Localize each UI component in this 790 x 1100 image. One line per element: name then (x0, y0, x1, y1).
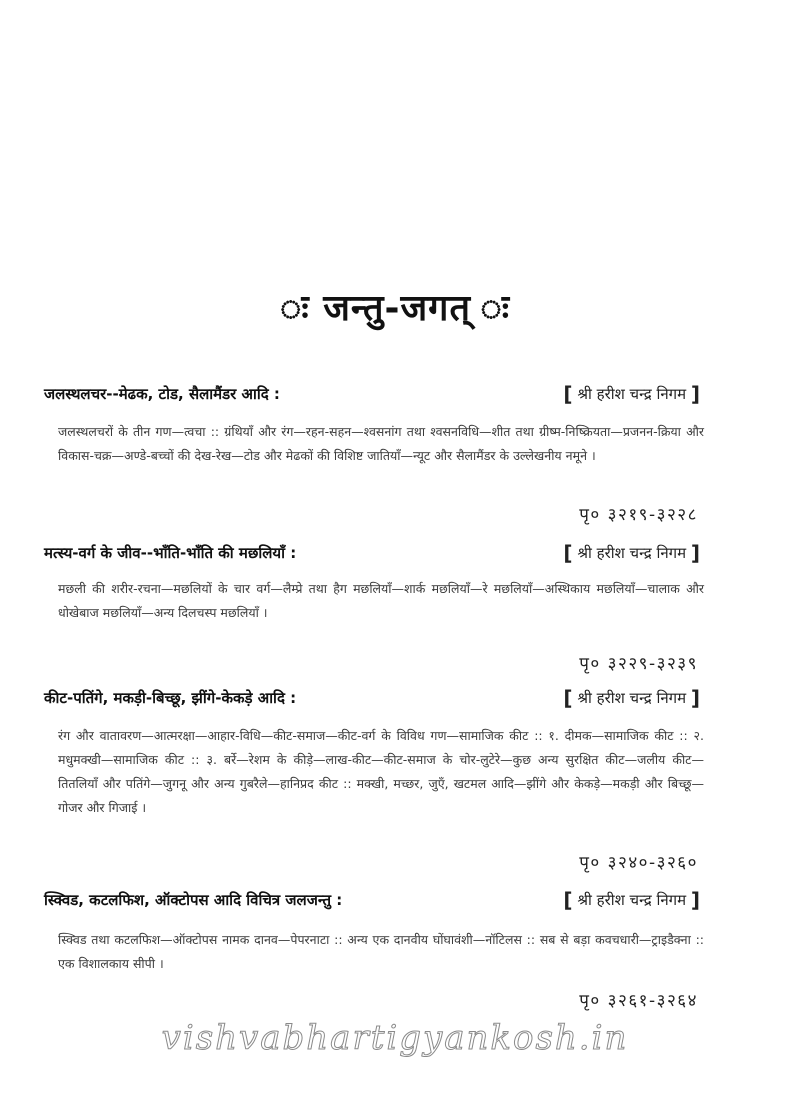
author-name: श्री हरीश चन्द्र निगम (577, 385, 687, 403)
entry-title: मत्स्य-वर्ग के जीव--भाँति-भाँति की मछलियाँ : (44, 544, 297, 562)
author-name: श्री हरीश चन्द्र निगम (577, 544, 687, 562)
entry-author: [ श्री हरीश चन्द्र निगम ] (563, 382, 700, 406)
entry-description: मछली की शरीर-रचना—मछलियों के चार वर्ग—लैम्प्रे तथा हैग मछलियाँ—शार्क मछलियाँ—रे मछलियाँ—अस्थिकाय मछलियाँ—चालाक और धोखेबाज मछलियाँ—अन्य दिलचस्प मछलियाँ । (58, 581, 704, 620)
entry-author: [ श्री हरीश चन्द्र निगम ] (563, 541, 700, 565)
entry-description: रंग और वातावरण—आत्मरक्षा—आहार-विधि—कीट-समाज—कीट-वर्ग के विविध गण—सामाजिक कीट :: १. दीमक—सामाजिक कीट :: २. मधुमक्खी—सामाजिक कीट :: ३. बर्रे—रेशम के कीड़े—लाख-कीट—कीट-समाज के चोर-लुटेरे—कुछ अन्य सुरक्षित कीट—जलीय कीट—तितलियाँ और पतिंगे—जुगनू और अन्य गुबरैले—हानिप्रद कीट :: मक्खी, मच्छर, जुएँ, खटमल आदि—झींगे और केकड़े—मकड़ी और बिच्छू—गोजर और गिजाई । (58, 728, 704, 815)
section-title: ः जन्तु-जगत् ः (280, 288, 510, 329)
entry-author: [ श्री हरीश चन्द्र निगम ] (563, 888, 700, 912)
entry-header (44, 541, 700, 571)
entry-title: जलस्थलचर--मेढक, टोड, सैलामैंडर आदि : (44, 385, 280, 403)
entry-description: स्क्विड तथा कटलफिश—ऑक्टोपस नामक दानव—पेपरनाटा :: अन्य एक दानवीय घोंघावंशी—नॉटिलस :: सब से बड़ा कवचधारी—ट्राइडैक्ना :: एक विशालकाय सीपी । (58, 932, 704, 971)
entry-header (44, 382, 700, 412)
entry-header (44, 686, 700, 716)
entry-title: कीट-पतिंगे, मकड़ी-बिच्छू, झींगे-केकड़े आदि : (44, 689, 297, 707)
entry-page-range: पृ० ३२१९-३२२८ (579, 505, 698, 525)
watermark: vishvabhartigyankosh.in (161, 1018, 629, 1058)
entry-page-range: पृ० ३२२९-३२३९ (579, 654, 698, 674)
entry-description: जलस्थलचरों के तीन गण—त्वचा :: ग्रंथियाँ और रंग—रहन-सहन—श्वसनांग तथा श्वसनविधि—शीत तथा ग्रीष्म-निष्क्रियता—प्रजनन-क्रिया और विकास-चक्र—अण्डे-बच्चों की देख-रेख—टोड और मेढकों की विशिष्ट जातियाँ—न्यूट और सैलामैंडर के उल्लेखनीय नमूने । (58, 424, 704, 463)
entry-author: [ श्री हरीश चन्द्र निगम ] (563, 686, 700, 710)
entry-page-range: पृ० ३२६१-३२६४ (579, 991, 698, 1011)
entry-page-range: पृ० ३२४०-३२६० (579, 853, 698, 873)
entry-header (44, 888, 700, 918)
author-name: श्री हरीश चन्द्र निगम (577, 689, 687, 707)
author-name: श्री हरीश चन्द्र निगम (577, 891, 687, 909)
entry-title: स्क्विड, कटलफिश, ऑक्टोपस आदि विचित्र जलजन्तु : (44, 891, 343, 909)
